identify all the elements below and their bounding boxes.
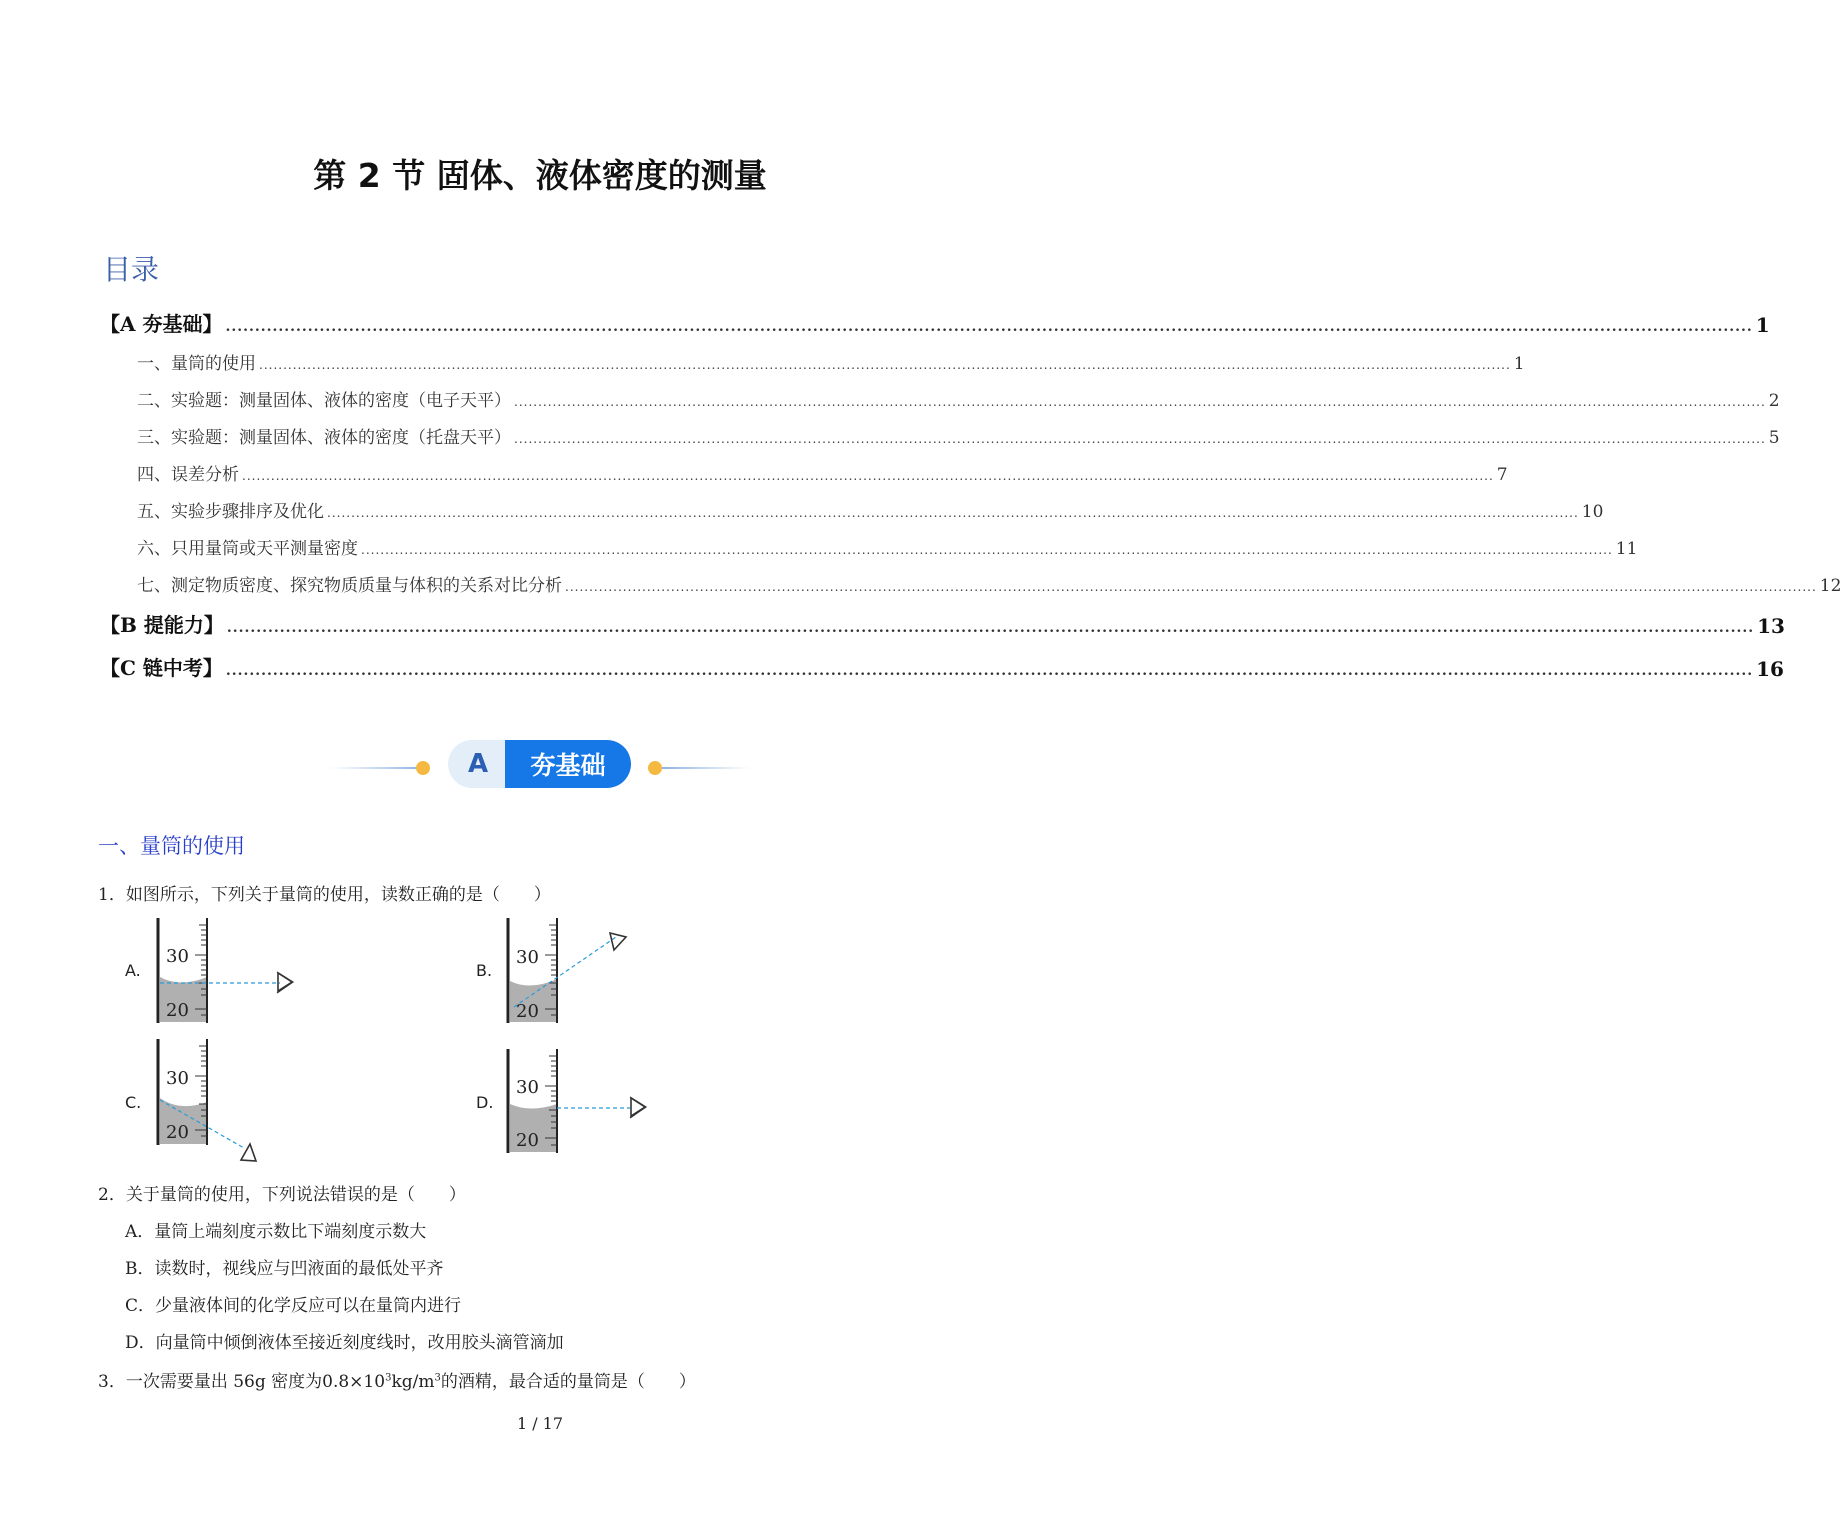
figure-d-top: 30 [516,1077,539,1098]
question-1: 1．如图所示，下列关于量筒的使用，读数正确的是（ ） [98,885,551,905]
q2-option-a: A．量筒上端刻度示数比下端刻度示数大 [125,1222,427,1242]
page-title: 第 2 节 固体、液体密度的测量 [313,156,767,195]
toc-item-page: 10 [1581,502,1604,522]
toc-item-label: 三、实验题：测量固体、液体的密度（托盘天平） [137,428,511,448]
toc-item-label: 五、实验步骤排序及优化 [137,502,324,522]
banner-left-dot [416,761,430,775]
figure-d-cylinder [500,1046,660,1156]
toc-leader-dots: .................................................................................................................................................................................................................................................................... [226,620,1755,636]
q2-option-d: D．向量筒中倾倒液体至接近刻度线时，改用胶头滴管滴加 [125,1333,564,1353]
toc-item-page: 16 [1756,657,1784,681]
toc-item[interactable] [137,460,1508,485]
figure-c-cylinder [150,1036,280,1166]
figure-b-bottom: 20 [516,1001,539,1022]
toc-heading: 目录 [103,253,160,286]
toc-item[interactable] [100,609,1785,638]
banner-right-dot [648,761,662,775]
toc-leader-dots: .................................................................................................................................................................................................................................................................... [514,432,1766,446]
figure-c-top: 30 [166,1068,189,1089]
figure-a-bottom: 20 [166,1000,189,1021]
toc-leader-dots: .................................................................................................................................................................................................................................................................... [242,469,1494,483]
toc-item[interactable] [137,497,1604,522]
figure-c-bottom: 20 [166,1122,189,1143]
toc-item-page: 2 [1768,391,1780,411]
toc-leader-dots: .................................................................................................................................................................................................................................................................... [327,506,1579,520]
q3-exp1: 3 [385,1372,392,1384]
figure-b-top: 30 [516,947,539,968]
toc-item[interactable] [137,571,1841,596]
toc-leader-dots: .................................................................................................................................................................................................................................................................... [225,319,1753,335]
toc-item[interactable] [137,534,1638,559]
toc-item-label: 一、量筒的使用 [137,354,256,374]
q3-text-pre: 3．一次需要量出 56g 密度为 [98,1372,323,1392]
question-2: 2．关于量筒的使用，下列说法错误的是（ ） [98,1185,466,1205]
toc-item-label: 【B 提能力】 [100,613,224,637]
banner-left-line [330,767,422,769]
figure-a-label: A. [125,961,141,980]
toc-leader-dots: .................................................................................................................................................................................................................................................................... [565,580,1817,594]
toc-leader-dots: .................................................................................................................................................................................................................................................................... [361,543,1613,557]
banner-right-line [662,767,750,769]
toc-item-page: 13 [1757,614,1785,638]
figure-d-bottom: 20 [516,1130,539,1151]
toc-item-label: 四、误差分析 [137,465,239,485]
toc-item[interactable] [100,308,1770,337]
toc-item-label: 【A 夯基础】 [100,312,223,336]
q2-option-b: B．读数时，视线应与凹液面的最低处平齐 [125,1259,444,1279]
banner-letter: A [448,740,508,788]
toc-item-label: 【C 链中考】 [100,656,223,680]
toc-item-page: 5 [1768,428,1780,448]
toc-item[interactable] [137,423,1780,448]
toc-leader-dots: .................................................................................................................................................................................................................................................................... [259,358,1511,372]
figure-d-label: D. [476,1093,494,1112]
toc-item-page: 1 [1513,354,1525,374]
toc-item[interactable] [100,652,1784,681]
toc-leader-dots: .................................................................................................................................................................................................................................................................... [514,395,1766,409]
q3-exp2: 3 [434,1372,441,1384]
section-heading: 一、量筒的使用 [98,834,245,858]
figure-b-label: B. [476,961,493,980]
figure-b-cylinder [500,915,640,1027]
page-number: 1 / 17 [516,1414,564,1433]
toc-item-page: 12 [1819,576,1841,596]
toc-item-label: 二、实验题：测量固体、液体的密度（电子天平） [137,391,511,411]
figure-a-top: 30 [166,946,189,967]
banner-title: 夯基础 [505,740,631,788]
q3-formula-b: kg/m [391,1372,435,1392]
q3-formula-a: 0.8×10 [322,1372,386,1392]
toc-item-page: 7 [1496,465,1508,485]
q3-text-post: 的酒精，最合适的量筒是（ ） [440,1372,696,1392]
toc-item[interactable] [137,349,1525,374]
question-3 [98,1367,696,1392]
q2-option-c: C．少量液体间的化学反应可以在量筒内进行 [125,1296,462,1316]
figure-a-cylinder [150,915,300,1027]
toc-leader-dots: .................................................................................................................................................................................................................................................................... [225,663,1754,679]
toc-item-label: 六、只用量筒或天平测量密度 [137,539,358,559]
figure-c-label: C. [125,1093,142,1112]
toc-item[interactable] [137,386,1780,411]
toc-item-page: 11 [1615,539,1638,559]
toc-item-label: 七、测定物质密度、探究物质质量与体积的关系对比分析 [137,576,562,596]
toc-item-page: 1 [1755,313,1770,337]
